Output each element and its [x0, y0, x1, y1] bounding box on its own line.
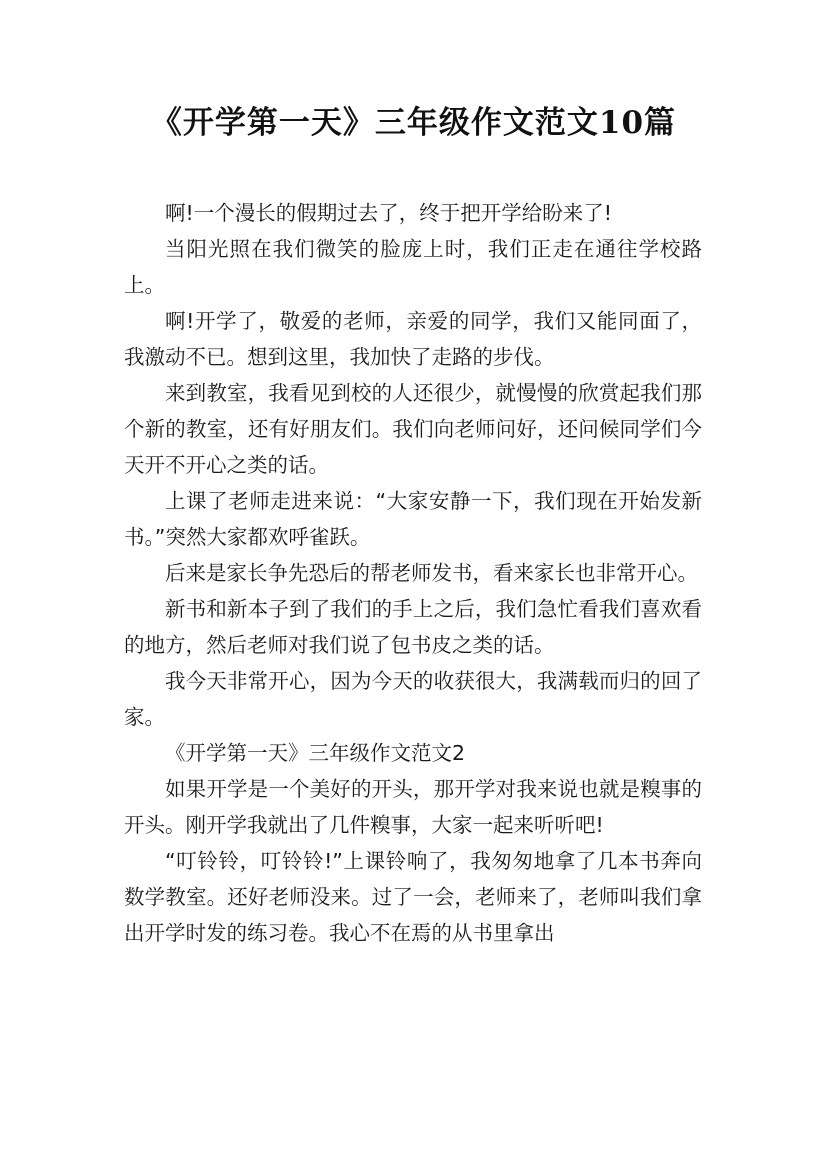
paragraph: 新书和新本子到了我们的手上之后，我们急忙看我们喜欢看的地方，然后老师对我们说了包书皮之类的话。 — [124, 597, 702, 657]
paragraph: “叮铃铃，叮铃铃!”上课铃响了，我匆匆地拿了几本书奔向数学教室。还好老师没来。过了一会，老师来了，老师叫我们拿出开学时发的练习卷。我心不在焉的从书里拿出 — [124, 849, 702, 945]
paragraph: 我今天非常开心，因为今天的收获很大，我满载而归的回了家。 — [124, 669, 702, 729]
document-body — [124, 195, 702, 951]
paragraph: 后来是家长争先恐后的帮老师发书，看来家长也非常开心。 — [165, 561, 698, 585]
section-heading: 《开学第一天》三年级作文范文2 — [165, 741, 466, 765]
paragraph: 如果开学是一个美好的开头，那开学对我来说也就是糗事的开头。刚开学我就出了几件糗事，大家一起来听听吧! — [124, 777, 702, 837]
paragraph: 当阳光照在我们微笑的脸庞上时，我们正走在通往学校路上。 — [124, 237, 702, 297]
paragraph: 上课了老师走进来说：“大家安静一下，我们现在开始发新书。”突然大家都欢呼雀跃。 — [124, 489, 702, 549]
document-title: 《开学第一天》三年级作文范文10篇 — [150, 105, 677, 141]
paragraph: 啊!开学了，敬爱的老师，亲爱的同学，我们又能同面了，我激动不已。想到这里，我加快了走路的步伐。 — [124, 309, 702, 369]
paragraph: 来到教室，我看见到校的人还很少，就慢慢的欣赏起我们那个新的教室，还有好朋友们。我们向老师问好，还问候同学们今天开不开心之类的话。 — [124, 381, 702, 477]
paragraph: 啊!一个漫长的假期过去了，终于把开学给盼来了! — [165, 201, 612, 225]
